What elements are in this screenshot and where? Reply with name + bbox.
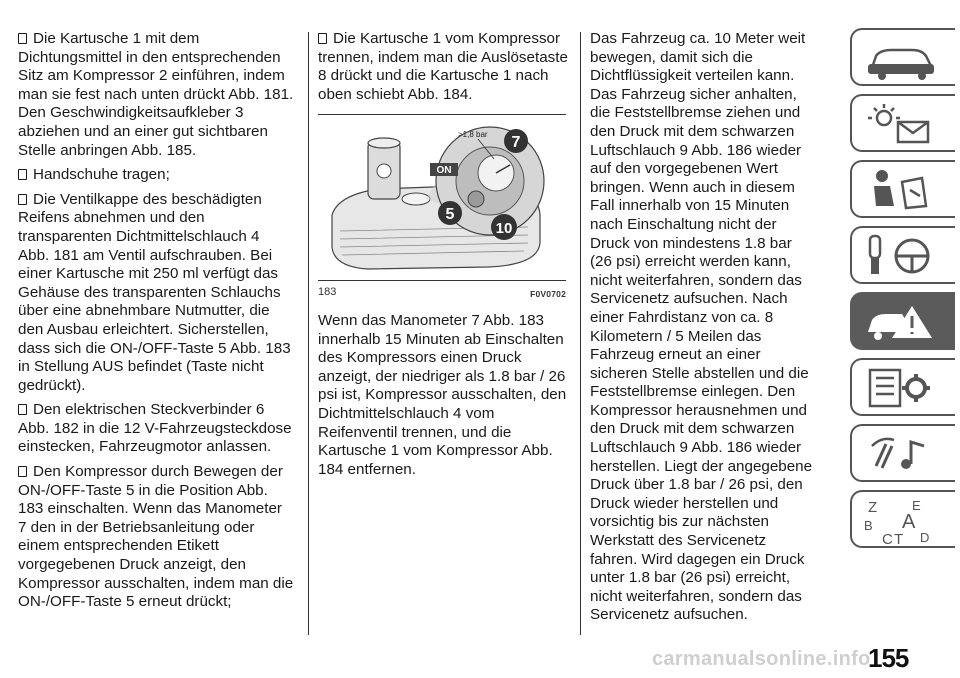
key-steering-wheel-icon — [862, 232, 942, 280]
instruction-text: Handschuhe tragen; — [33, 166, 170, 184]
figure-code: F0V0702 — [530, 289, 566, 300]
safety-airbag-icon — [862, 166, 942, 214]
emergency-icon — [862, 298, 942, 346]
maintenance-icon — [862, 364, 942, 412]
checkbox-bullet-icon — [318, 33, 327, 44]
checkbox-bullet-icon — [18, 194, 27, 205]
figure-number: 183 — [318, 286, 337, 299]
instruction-item — [18, 191, 294, 396]
index-letter: C — [882, 531, 893, 548]
tab-multimedia[interactable] — [850, 424, 955, 482]
paragraph: Das Fahrzeug ca. 10 Meter weit bewegen, damit sich die Dichtflüssigkeit verteilen kann. Das Fahrzeug sicher anhalten, die Feststellbremse ziehen und den Druck mit dem schwarzen Luftschlauch 9 Abb. 186 wieder auf den vorgegebenen Wert bringen. Wenn auch in diesem Fall innerhalb von 15 Minuten nach Einschaltung nicht der Druck von mindestens 1.8 bar (26 psi) erreicht werden kann, nicht weiterfahren, sondern das Servicenetz aufsuchen. Nach einer Fahrdistanz von ca. 8 Kilometern / 5 Meilen das Fahrzeug erneut an einer sicheren Stelle abstellen und die Feststellbremse einlegen. Den Kompressor herausnehmen und den Druck mit dem schwarzen Luftschlauch 9 Abb. 186 wieder herstellen. Liegt der angegebene Druck über 1.8 bar / 26 psi, den Druck wieder herstellen und vorsichtig bis zur nächsten Werkstatt des Servicenetz fahren. Wird dagegen ein Druck unter 1.8 bar (26 psi) erreicht, nicht weiterfahren, sondern das Servicenetz aufsuchen. — [590, 30, 813, 624]
instruction-text: Den Kompressor durch Bewegen der ON-/OFF-Taste 5 in die Position Abb. 183 einschalten. Wenn das Manometer 7 den in der Betriebsanleitung oder einem entsprechenden Etikett vorgegebenen Druck anzeigt, den Kompressor ausschalten, indem man die ON-/OFF-Taste 5 erneut drückt; — [18, 463, 294, 611]
on-badge-label: ON — [436, 165, 452, 177]
index-letter: A — [902, 511, 916, 533]
tab-safety[interactable] — [850, 160, 955, 218]
callout-7: 7 — [511, 134, 521, 152]
tab-maintenance[interactable] — [850, 358, 955, 416]
compressor-illustration — [318, 115, 566, 280]
callout-5: 5 — [445, 206, 455, 224]
instruction-item — [18, 401, 294, 457]
column-middle — [318, 30, 568, 485]
checkbox-bullet-icon — [18, 466, 27, 477]
instruction-text: Die Ventilkappe des beschädigten Reifens abnehmen und den transparenten Dichtmittelschlauch 4 Abb. 181 am Ventil aufschrauben. Bei einer Kartusche mit 250 ml verfügt das Gehäuse des transparenten Schlauchs über eine abnehmbare Nutmutter, die den Ausbau erleichtert. Sicherstellen, dass sich die ON-/OFF-Taste 5 Abb. 183 in Stellung AUS befindet (Taste nicht gedrückt). — [18, 190, 291, 394]
instruction-text: Den elektrischen Steckverbinder 6 Abb. 182 in die 12 V-Fahrzeugsteckdose einstecken, Fahrzeugmotor anlassen. — [18, 401, 292, 456]
tab-car[interactable] — [850, 28, 955, 86]
index-letter: D — [920, 530, 930, 545]
instruction-text: Die Kartusche 1 vom Kompressor trennen, indem man die Auslösetaste 8 drückt und die Kartusche 1 nach oben schiebt Abb. 184. — [318, 30, 568, 103]
index-letter: T — [894, 531, 904, 548]
tab-starting-driving[interactable] — [850, 226, 955, 284]
instruction-item — [18, 30, 294, 160]
tab-index[interactable] — [850, 490, 955, 548]
checkbox-bullet-icon — [18, 33, 27, 44]
pressure-label: >1,8 bar — [458, 130, 488, 140]
column-divider — [308, 32, 309, 635]
figure-caption — [318, 281, 566, 304]
checkbox-bullet-icon — [18, 169, 27, 180]
index-letter: E — [912, 498, 921, 513]
column-divider — [580, 32, 581, 635]
figure-183 — [318, 114, 566, 304]
tab-warning-lights[interactable] — [850, 94, 955, 152]
callout-10: 10 — [495, 220, 513, 238]
instruction-text: Die Kartusche 1 mit dem Dichtungsmittel in den entsprechenden Sitz am Kompressor 2 einführen, indem man sie fest nach unten drückt Abb. 181. Den Geschwindigkeitsaufkleber 3 abziehen und an einer gut sichtbaren Stelle anbringen Abb. 185. — [18, 30, 294, 159]
watermark: carmanualsonline.info — [652, 648, 871, 670]
multimedia-icon — [862, 430, 942, 478]
tab-emergency[interactable] — [850, 292, 955, 350]
paragraph: Wenn das Manometer 7 Abb. 183 innerhalb 15 Minuten ab Einschalten des Kompressors einen Druck anzeigt, der niedriger als 1.8 bar / 26 psi ist, Kompressor ausschalten, den Dichtmittelschlauch 4 vom Reifenventil trennen, und die Kartusche 1 vom Kompressor Abb. 184 entfernen. — [318, 311, 567, 478]
checkbox-bullet-icon — [18, 404, 27, 415]
index-letter: B — [864, 518, 873, 533]
instruction-item — [18, 463, 294, 612]
page-number: 155 — [868, 643, 909, 673]
warning-lights-icon — [862, 100, 942, 148]
instruction-item — [318, 30, 568, 104]
car-icon — [862, 34, 942, 82]
instruction-item — [18, 166, 294, 185]
column-left — [18, 30, 294, 618]
column-right — [590, 30, 816, 631]
index-icon — [862, 496, 942, 548]
index-letter: Z — [868, 499, 878, 516]
